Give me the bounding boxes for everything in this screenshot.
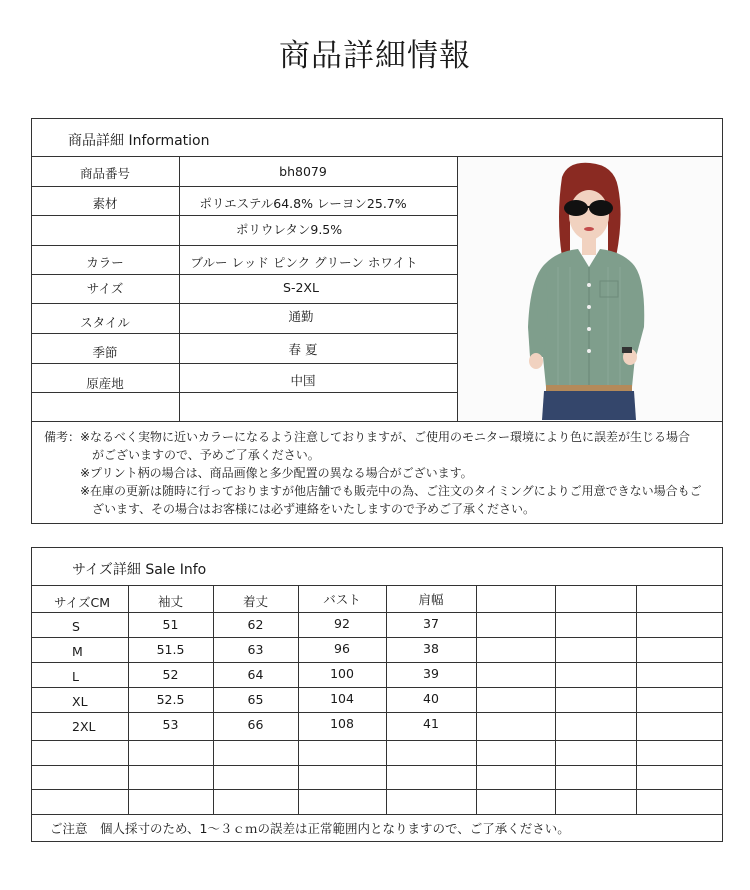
size-info-header: サイズ詳細 Sale Info xyxy=(72,562,207,578)
row-label: サイズ xyxy=(86,281,124,296)
sleeve-cell: 53 xyxy=(162,717,179,732)
note-line-5: ざいます、その場合はお客様には必ず連絡をいたしますので予めご了承ください。 xyxy=(92,502,536,516)
row-value: bh8079 xyxy=(279,164,327,179)
note-line-2: がございますので、予めご了承ください。 xyxy=(92,448,320,462)
sleeve-cell: 52 xyxy=(162,667,179,682)
row-value: 中国 xyxy=(290,373,316,388)
size-cell: M xyxy=(72,644,83,659)
sleeve-cell: 51 xyxy=(162,617,179,632)
size-cell: S xyxy=(72,619,80,634)
shoulder-cell: 41 xyxy=(423,716,439,731)
row-value: ブルー レッド ピンク グリーン ホワイト xyxy=(190,255,418,270)
bust-cell: 104 xyxy=(330,691,354,706)
model-illustration xyxy=(458,157,722,420)
size-cell: L xyxy=(72,669,79,684)
length-cell: 66 xyxy=(247,717,264,732)
sleeve-cell: 52.5 xyxy=(156,692,185,707)
size-footnote: ご注意 個人採寸のため、1～３ｃｍの誤差は正常範囲内となりますので、ご了承ください。 xyxy=(50,821,570,836)
length-cell: 64 xyxy=(247,667,264,682)
shoulder-cell: 39 xyxy=(423,666,439,681)
col-header: サイズCM xyxy=(54,595,111,610)
col-header: 着丈 xyxy=(242,594,268,609)
col-header: バスト xyxy=(323,592,361,607)
row-value: ポリエステル64.8% レーヨン25.7% xyxy=(199,196,407,211)
row-label: カラー xyxy=(86,255,124,270)
row-value: 通勤 xyxy=(288,309,314,324)
product-detail-header: 商品詳細 Information xyxy=(68,133,210,149)
bust-cell: 108 xyxy=(330,716,354,731)
shoulder-cell: 40 xyxy=(423,691,439,706)
bust-cell: 96 xyxy=(334,641,350,656)
row-label: 原産地 xyxy=(86,376,124,391)
row-label: 季節 xyxy=(92,345,118,360)
row-label: 商品番号 xyxy=(79,166,130,181)
size-cell: 2XL xyxy=(72,719,96,734)
page-title: 商品詳細情報 xyxy=(279,38,471,74)
row-value: 春 夏 xyxy=(288,342,318,357)
row-value: ポリウレタン9.5% xyxy=(235,222,343,237)
shoulder-cell: 38 xyxy=(423,641,439,656)
size-cell: XL xyxy=(72,694,88,709)
row-label: スタイル xyxy=(80,315,130,330)
length-cell: 65 xyxy=(247,692,264,707)
product-photo xyxy=(458,157,722,420)
row-value: S-2XL xyxy=(283,280,319,295)
length-cell: 63 xyxy=(247,642,264,657)
shoulder-cell: 37 xyxy=(423,616,439,631)
sleeve-cell: 51.5 xyxy=(156,642,185,657)
note-line-4: ※在庫の更新は随時に行っておりますが他店舗でも販売中の為、ご注文のタイミングによりご用意できない場合もご xyxy=(80,484,702,498)
note-line-1: 備考：※なるべく実物に近いカラーになるよう注意しておりますが、ご使用のモニター環境により色に誤差が生じる場合 xyxy=(44,430,691,444)
length-cell: 62 xyxy=(247,617,264,632)
note-line-3: ※プリント柄の場合は、商品画像と多少配置の異なる場合がございます。 xyxy=(80,466,473,480)
bust-cell: 100 xyxy=(330,666,354,681)
row-label: 素材 xyxy=(92,196,118,211)
col-header: 袖丈 xyxy=(157,594,183,609)
bust-cell: 92 xyxy=(334,616,350,631)
col-header: 肩幅 xyxy=(418,592,444,607)
